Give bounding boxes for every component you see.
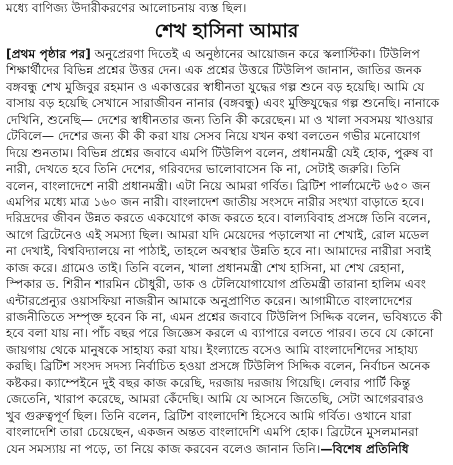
- article-line: করছি। ব্রিটিশ সংসদ সদস্য নির্বাচিত হওয়া প্রসঙ্গে টিউলিপ সিদ্দিক বলেন, নির্বাচন অনেক: [6, 359, 430, 374]
- previous-article-tail: মধ্যে বাণিজ্য উদারীকরণের আলোচনায় ব্যস্ত ছিল।: [6, 1, 247, 15]
- article-headline: শেখ হাসিনা আমার: [154, 20, 299, 42]
- article-line: বলেন, বাংলাদেশে নারী প্রধানমন্ত্রী। এটা নিয়ে আমরা গর্বিত। ব্রিটিশ পার্লামেন্টে ৬৫০ জন: [6, 178, 431, 193]
- article-line: খুব গুরুত্বপূর্ণ ছিল। তিনি বলেন, ব্রিটিশ বাংলাদেশি হিসেবে আমি গর্বিত। ওখানে যারা: [6, 408, 412, 423]
- article-line: হবে বলা যায় না। পাঁচ বছর পরে জিজ্ঞেস করলে এ ব্যাপারে বলতে পারব। তবে যে কোনো: [6, 326, 434, 341]
- article-line: রাজনীতিতে সম্পৃক্ত হবেন কি না, এমন প্রশ্নের জবাবে টিউলিপ সিদ্দিক বলেন, ভবিষ্যতে কী: [6, 310, 443, 324]
- article-line: জায়গায় থেকে মানুষকে সাহায্য করা যায়। ইংল্যান্ডে বসেও আমি বাংলাদেশিদের সাহায্য: [6, 342, 418, 357]
- article-line: আগে ব্রিটেনেও এই সমস্যা ছিল। আমরা যদি মেয়েদের পড়ালেখা না শেখাই, রোল মডেল: [6, 227, 429, 242]
- article-line: দিয়ে শুনতাম। বিভিন্ন প্রশ্নের জবাবে এমপি টিউলিপ বলেন, প্রধানমন্ত্রী যেই হোক, পুরুষ বা: [6, 145, 433, 160]
- article-line: কষ্টকর। ক্যাম্পেইনে দুই বছর কাজ করেছি, দরজায় দরজায় গিয়েছি। লেবার পার্টি কিন্তু: [6, 375, 411, 390]
- article-line: এন্টারপ্রেন্যুর ওয়াসফিয়া নাজরীন আমাকে অনুপ্রাণিত করেন। আগামীতে বাংলাদেশের: [6, 293, 413, 308]
- article-line: [6, 46, 448, 62]
- article-line: স্পিকার ড. শিরীন শারমিন চৌধুরী, ডাক ও টেলিযোগাযোগ প্রতিমন্ত্রী তারানা হালিম এবং: [6, 277, 427, 292]
- article-line: দেখিনি, শুনেছি— দেশের স্বাধীনতার জন্য তিনি কী করেছেন। মা ও খালা সবসময় খাওয়ার: [6, 112, 434, 127]
- article-line: টেবিলে— দেশের জন্য কী কী করা যায় সেসব নিয়ে যখন কথা বলতেন গভীর মনোযোগ: [6, 129, 421, 144]
- article-line: [6, 441, 448, 457]
- article-line: বাসায় বড় হয়েছি সেখানে সারাজীবন নানার (বঙ্গবন্ধু) এবং মুক্তিযুদ্ধের গল্প শুনেছি। নানাকে: [6, 96, 440, 111]
- article-line-text: যেন সমস্যায় না পড়ে, তা নিয়ে কাজ করবেন বলেও জানান তিনি।: [6, 441, 321, 456]
- article-line-text: অনুপ্রেরণা দিতেই এ অনুষ্ঠানের আয়োজন করে স্কলাস্টিকা। টিউলিপ: [90, 47, 420, 61]
- article-line: বঙ্গবন্ধু শেখ মুজিবুর রহমান ও একাত্তরের স্বাধীনতা যুদ্ধের গল্প শুনে বড় হয়েছি। আমি যে: [6, 79, 425, 94]
- article-line: কাজ করে। গ্রামেও তাই। তিনি বলেন, খালা প্রধানমন্ত্রী শেখ হাসিনা, মা শেখ রেহানা,: [6, 260, 405, 275]
- article-line: দরিদ্রদের জীবন উন্নত করতে একযোগে কাজ করতে হবে। বাল্যবিবাহ প্রসঙ্গে তিনি বলেন,: [6, 211, 431, 226]
- article-line: শিক্ষার্থীদের বিভিন্ন প্রশ্নের উত্তর দেন। এক প্রশ্নের উত্তরে টিউলিপ জানান, জাতির জনক: [6, 63, 422, 78]
- article-line: না দেখাই, বিশ্ববিদ্যালয়ে না পাঠাই, তাহলে অবস্থার উন্নতি হবে না। আমাদের নারীরা সবাই: [6, 244, 431, 259]
- byline: —বিশেষ প্রতিনিধি: [320, 441, 409, 456]
- article-line: জেতেনি, খারাপ করেছে, আমরা কেঁদেছি। আমি যে আসনে জিতেছি, সেটা আগেরবারও: [6, 392, 424, 407]
- article-line: বাংলাদেশি তারা চেয়েছেন, একজন অন্তত বাংলাদেশি এমপি হোক। ব্রিটেনে মুসলমানরা: [6, 425, 419, 440]
- article-body: [6, 46, 448, 457]
- continuation-label: [প্রথম পৃষ্ঠার পর]: [6, 47, 91, 61]
- article-line: নারী, দেখতে হবে তিনি দেশের, গরিবদের ভালোবাসেন কি না, সেটাই জরুরি। তিনি: [6, 162, 401, 177]
- article-line: এমপির মধ্যে মাত্র ১৬০ জন নারী। বাংলাদেশ জাতীয় সংসদে নারীর সংখ্যা বাড়াতে হবে।: [6, 194, 425, 209]
